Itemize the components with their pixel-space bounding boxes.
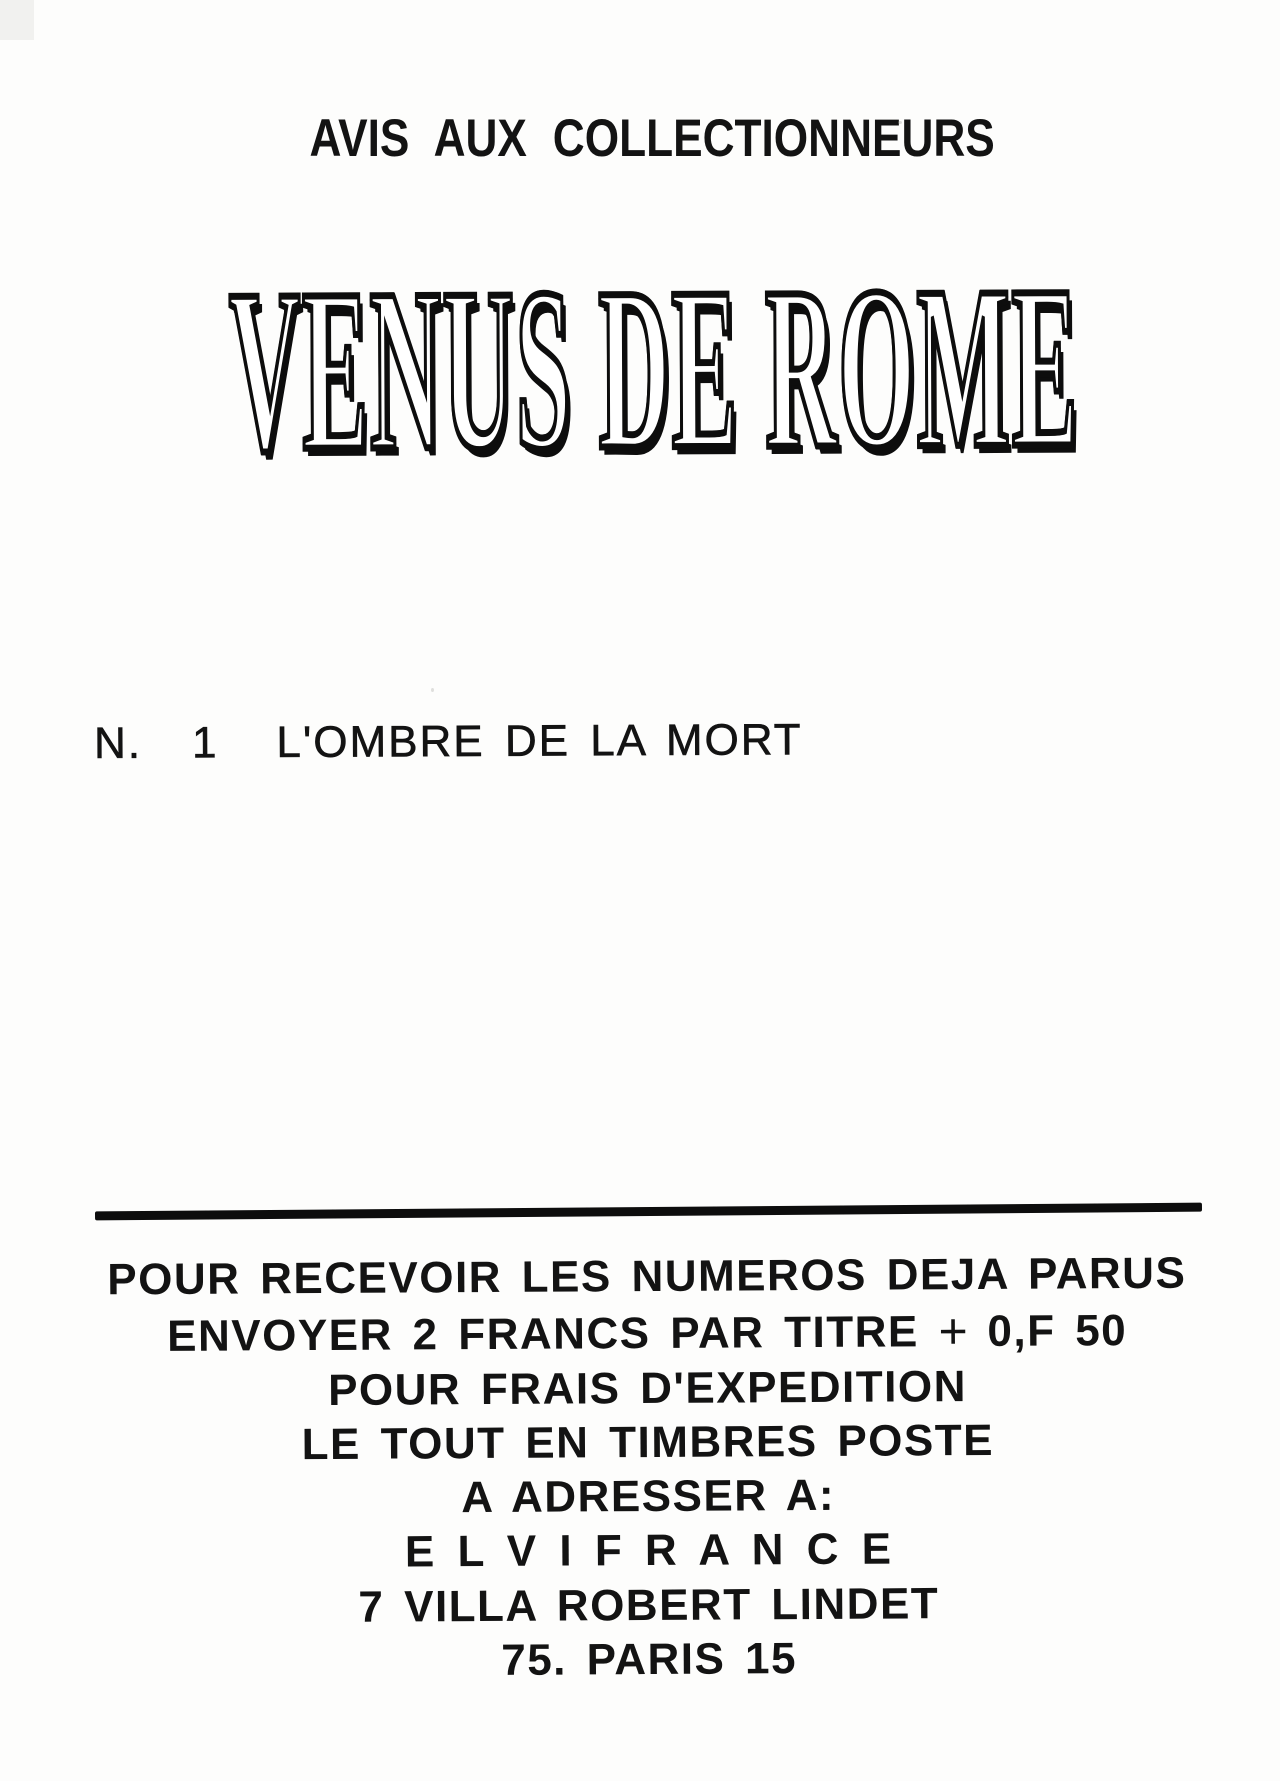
price-text: ENVOYER 2 FRANCS PAR TITRE (167, 1307, 919, 1362)
collectors-notice-heading-text: AVIS AUX COLLECTIONNEURS (309, 108, 995, 169)
issue-line (93, 715, 803, 768)
plus-sign: + (938, 1303, 968, 1360)
publisher-address-city: 75. PARIS 15 (501, 1634, 798, 1685)
price-amount: 0,F 50 (987, 1306, 1128, 1357)
mailing-line-address-intro: A ADRESSER A: (461, 1471, 836, 1523)
mailing-line-shipping: POUR FRAIS D'EXPEDITION (327, 1361, 968, 1415)
series-title (10, 238, 1280, 500)
mailing-line-price (7, 1300, 1280, 1365)
mailing-instructions (7, 1246, 1280, 1691)
mailing-line-stamps: LE TOUT EN TIMBRES POSTE (301, 1415, 995, 1470)
collectors-notice-heading (12, 108, 1280, 169)
publisher-address-street: 7 VILLA ROBERT LINDET (358, 1579, 940, 1632)
scan-speck (898, 121, 902, 124)
issue-number-label: N. (93, 718, 143, 768)
series-title-text: VENUS DE ROME (228, 238, 1080, 500)
issue-title: L'OMBRE DE LA MORT (276, 715, 803, 768)
publisher-name: E L V I F R A N C E (404, 1524, 893, 1577)
divider-rule (95, 1203, 1202, 1221)
mailing-line-ordering: POUR RECEVOIR LES NUMEROS DEJA PARUS (107, 1248, 1187, 1305)
issue-number: 1 (191, 718, 219, 768)
scan-speck (431, 688, 434, 692)
scan-corner-shade (0, 0, 34, 40)
